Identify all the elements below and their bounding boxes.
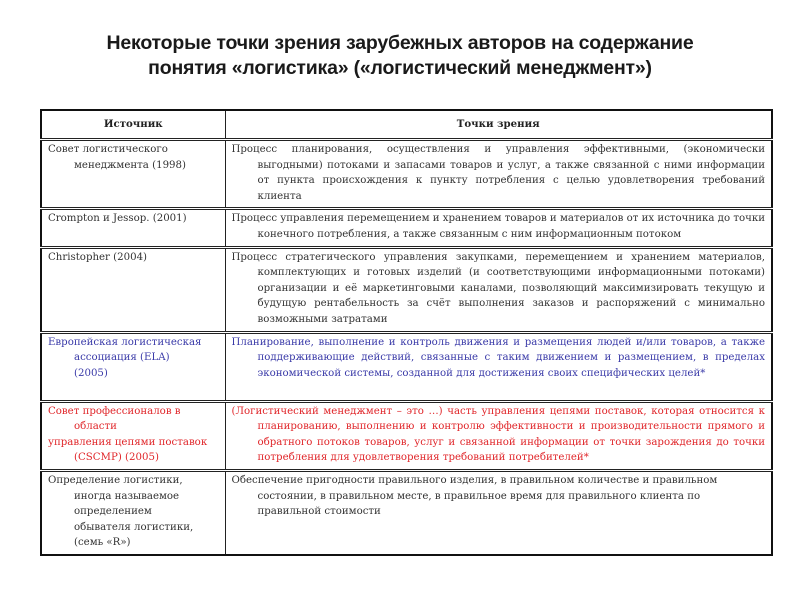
source-line: (CSCMP) (2005) [74,452,159,464]
viewpoint-cell [225,470,772,554]
title-line-2: понятия «логистика» («логистический менеджмент») [148,57,652,79]
viewpoint-cell [225,332,772,401]
source-line: определением [74,506,152,518]
source-cell [41,332,225,401]
source-cell [41,140,225,209]
source-line: Совет профессионалов в [48,405,181,417]
viewpoint-cell [225,209,772,247]
source-line: (семь «R») [74,537,131,549]
table-row [41,401,772,470]
header-source: Источник [41,110,225,140]
title-line-1: Некоторые точки зрения зарубежных авторов на содержание [106,32,694,54]
viewpoint-text: Процесс стратегического управления закупками, перемещением и хранением материалов, комплектующих и готовых изделий (и соответствующими информационными потоками) организации и её маркетинговыми каналами, позволяющий максимизировать текущую и будущую рентабельность за счёт выполнения заказов и распоряжений с минимально возможными затратами [231,251,765,325]
source-line: обывателя логистики, [74,521,194,533]
viewpoint-text: (Логистический менеджмент – это …) часть управления цепями поставок, которая относится к планированию, выполнению и контролю эффективности и производительности прямого и обратного потоков товаров, услуг и связанной информации от точки зарождения до точки потребления для удовлетворения требований потребителей* [231,405,765,464]
source-line: Crompton и Jessop. (2001) [48,213,187,225]
viewpoint-text: Процесс планирования, осуществления и управления эффективными, (экономически выгодными) потоками и запасами товаров и услуг, а также связанной с ними информации от пункта происхождения к пункту потребления с целью удовлетворения требований клиента [231,144,765,202]
page-title [30,31,770,81]
viewpoint-cell [225,401,772,470]
source-cell [41,470,225,554]
source-line: ассоциация (ELA) [74,352,170,364]
source-line: области [74,421,117,433]
source-line: иногда называемое [74,490,180,502]
table-row [41,470,772,554]
viewpoint-text: Обеспечение пригодности правильного изделия, в правильном количестве и правильном состоянии, в правильном месте, в правильное время для правильного клиента по правильной стоимости [231,474,718,518]
source-line: Christopher (2004) [48,251,148,263]
source-cell [41,209,225,247]
viewpoint-cell [225,140,772,209]
source-cell [41,247,225,332]
source-line: Европейская логистическая [48,336,202,348]
table-row [41,209,772,247]
header-viewpoints: Точки зрения [225,110,772,140]
sources-table [40,109,773,556]
viewpoint-text: Планирование, выполнение и контроль движения и размещения людей и/или товаров, а также поддерживающие действий, связанные с таким движением и размещением, в пределах экономической системы, созданной для достижения своих специфических целей* [231,336,765,379]
table-row [41,140,772,209]
table-row [41,332,772,401]
source-line: менеджмента (1998) [74,159,186,171]
source-line: Совет логистического [48,144,168,155]
table-row [41,247,772,332]
table-header-row [41,110,772,140]
source-line: Определение логистики, [48,474,183,486]
source-cell [41,401,225,470]
viewpoint-text: Процесс управления перемещением и хранением товаров и материалов от их источника до точки конечного потребления, а также связанным с ним информационным потоком [231,213,765,240]
source-line: (2005) [74,367,108,379]
source-line: управления цепями поставок [48,436,208,448]
viewpoint-cell [225,247,772,332]
